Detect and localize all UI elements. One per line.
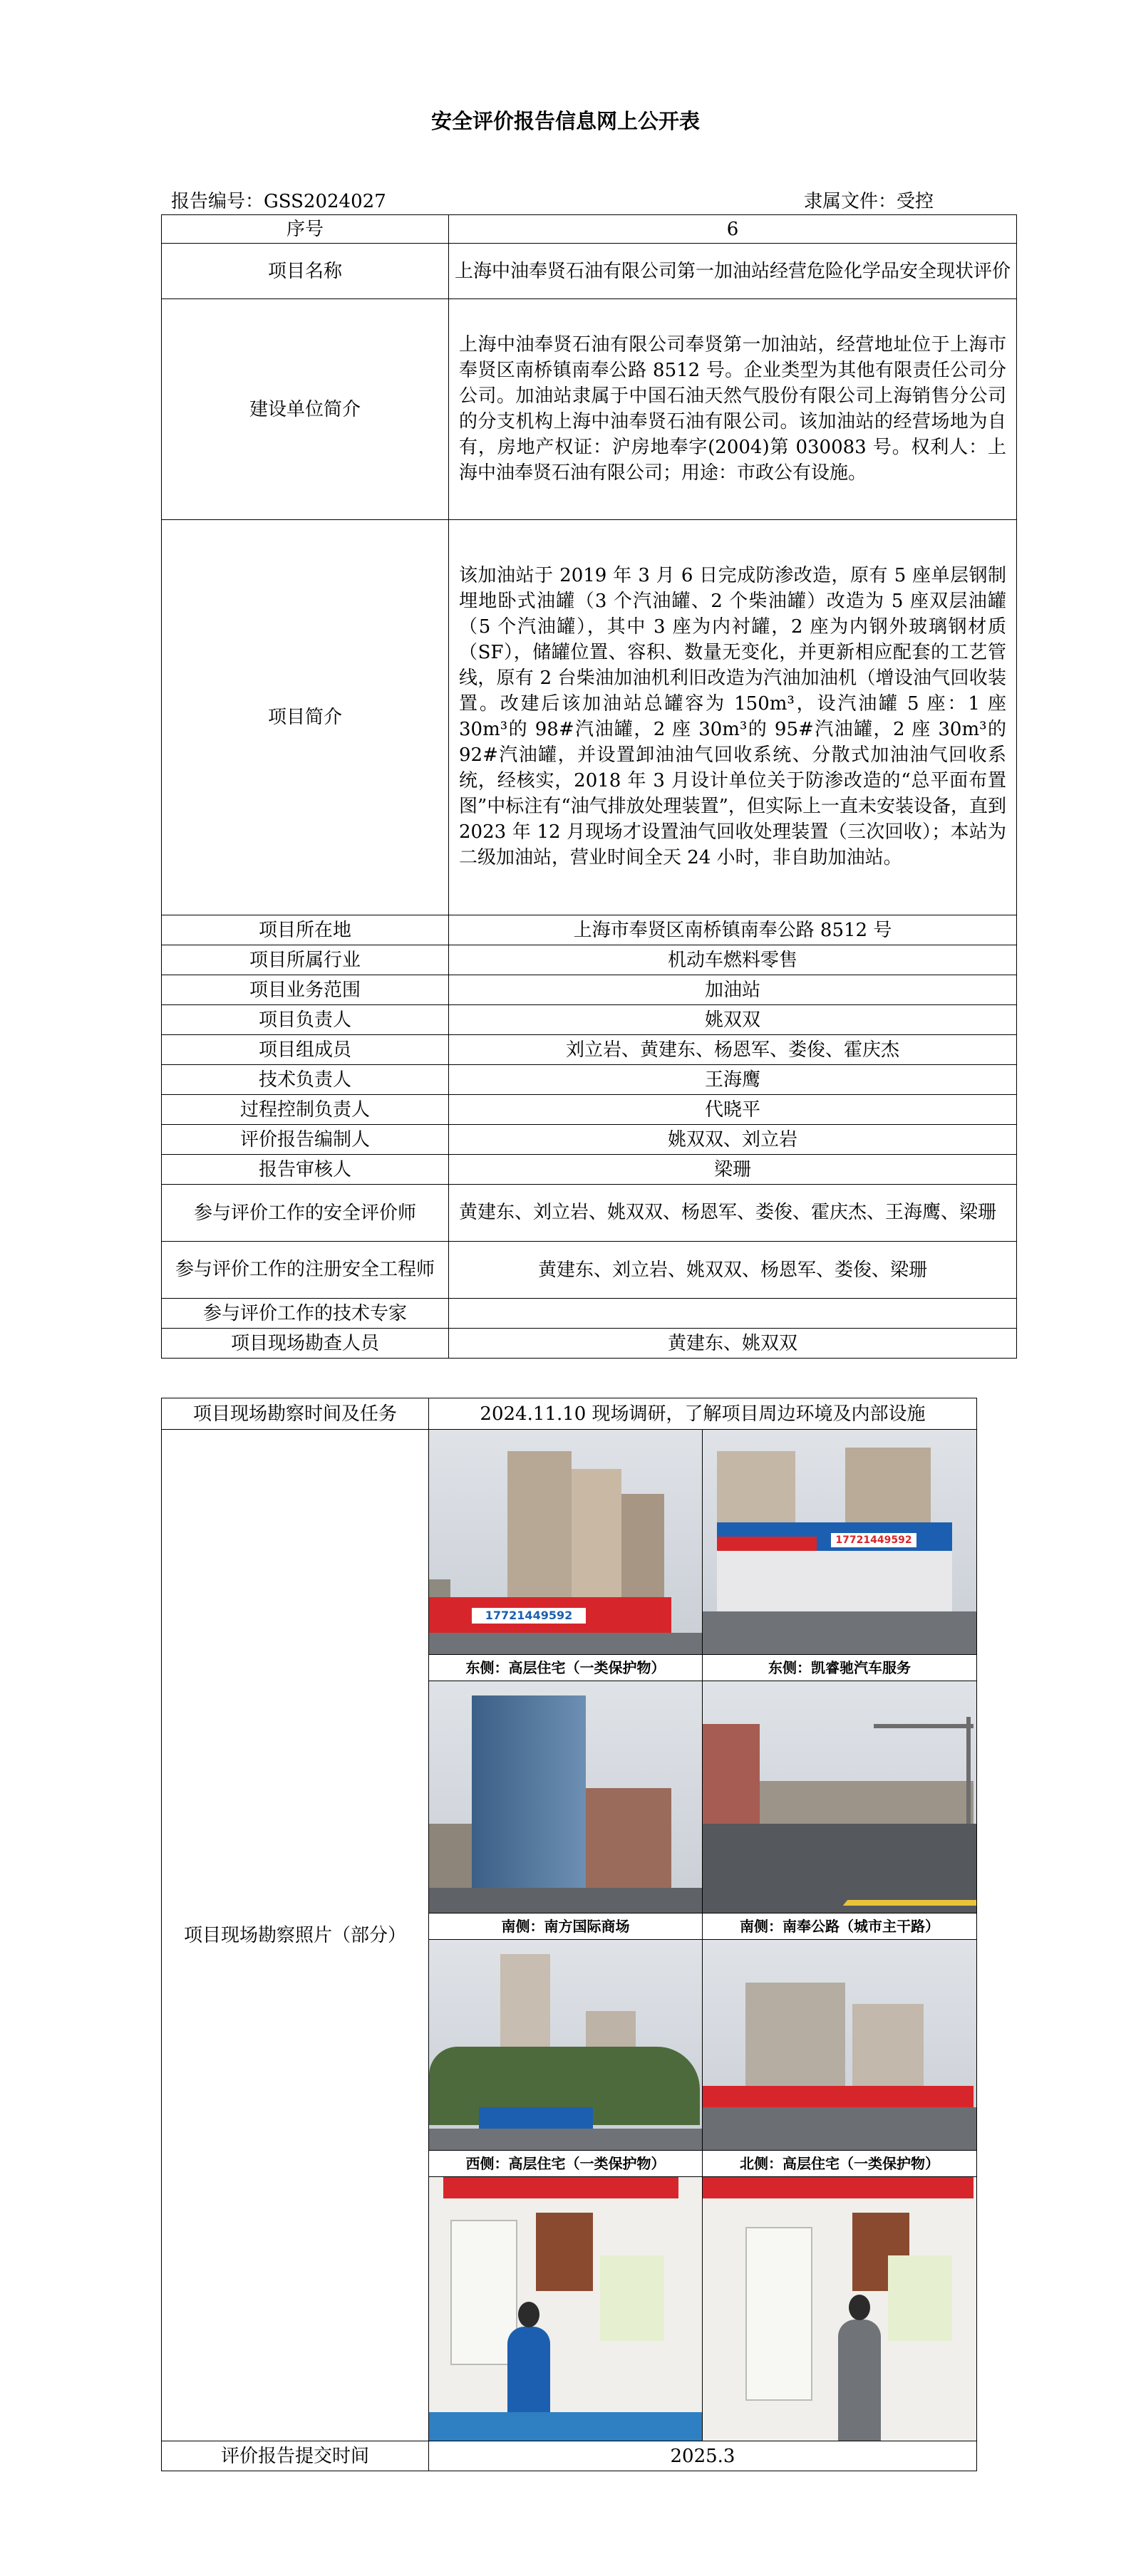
row-label: 参与评价工作的安全评价师 — [162, 1185, 449, 1242]
photo-cell — [703, 1430, 976, 1681]
row-label: 项目简介 — [162, 520, 449, 915]
photo-grid — [429, 1430, 976, 2441]
table-row — [162, 1065, 1017, 1095]
row-label: 项目组成员 — [162, 1035, 449, 1065]
table-row — [162, 945, 1017, 975]
photo-cell — [703, 1681, 976, 1940]
row-value: 该加油站于 2019 年 3 月 6 日完成防渗改造，原有 5 座单层钢制埋地卧式油罐（3 个汽油罐、2 个柴油罐）改造为 5 座双层油罐（5 个汽油罐），其中 3 座为内衬罐，2 座为内钢外玻璃钢材质（SF），储罐位置、容积、数量无变化，并更新相应配套的工艺管线，原有 2 台柴油加油机利旧改造为汽油加油机（增设油气回收装置。改建后该加油站总罐容为 150m³，设汽油罐 5 座：1 座 30m³的 98#汽油罐，2 座 30m³的 95#汽油罐，2 座 30m³的 92#汽油罐，并设置卸油油气回收系统、分散式加油油气回收系统，经核实，2018 年 3 月设计单位关于防渗改造的“总平面布置图”中标注有“油气排放处理装置”，但实际上一直未安装设备，直到 2023 年 12 月现场才设置油气回收处理装置（三次回收）；本站为二级加油站，营业时间全天 24 小时，非自助加油站。 — [449, 520, 1017, 915]
photo-caption: 东侧：凯睿驰汽车服务 — [703, 1654, 976, 1681]
row-value: 刘立岩、黄建东、杨恩军、娄俊、霍庆杰 — [449, 1035, 1017, 1065]
photo-caption: 西侧：高层住宅（一类保护物） — [429, 2150, 702, 2176]
info-table — [161, 214, 1017, 1359]
row-value: 黄建东、姚双双 — [449, 1329, 1017, 1359]
row-label: 项目现场勘查人员 — [162, 1329, 449, 1359]
photo-caption: 南侧：南奉公路（城市主干路） — [703, 1913, 976, 1939]
row-label: 项目现场勘察时间及任务 — [162, 1398, 429, 1430]
photo-west-residential — [429, 1940, 702, 2150]
row-label: 项目名称 — [162, 244, 449, 299]
photo-staff-onsite-1 — [429, 2177, 702, 2441]
photo-staff-onsite-2 — [703, 2177, 976, 2441]
row-label: 过程控制负责人 — [162, 1095, 449, 1125]
photo-cell — [429, 1940, 703, 2177]
row-value — [449, 1299, 1017, 1329]
photo-cell — [429, 1681, 703, 1940]
report-meta — [171, 187, 934, 213]
photo-cell — [703, 2177, 976, 2441]
photo-grid-cell — [429, 1430, 977, 2441]
table-row — [162, 299, 1017, 520]
row-label: 技术负责人 — [162, 1065, 449, 1095]
photo-south-road — [703, 1681, 976, 1913]
row-value: 加油站 — [449, 975, 1017, 1005]
row-label: 项目负责人 — [162, 1005, 449, 1035]
photo-north-residential — [703, 1940, 976, 2150]
table-row — [162, 215, 1017, 244]
row-label: 建设单位简介 — [162, 299, 449, 520]
table-row — [162, 1035, 1017, 1065]
row-value: 上海中油奉贤石油有限公司第一加油站经营危险化学品安全现状评价 — [449, 244, 1017, 299]
survey-table — [161, 1398, 977, 2471]
row-label: 参与评价工作的注册安全工程师 — [162, 1242, 449, 1299]
table-row — [162, 244, 1017, 299]
table-row — [162, 1329, 1017, 1359]
row-value: 王海鹰 — [449, 1065, 1017, 1095]
table-row — [162, 1242, 1017, 1299]
row-label: 报告审核人 — [162, 1155, 449, 1185]
table-row — [162, 1185, 1017, 1242]
row-value: 上海中油奉贤石油有限公司奉贤第一加油站，经营地址位于上海市奉贤区南桥镇南奉公路 8512 号。企业类型为其他有限责任公司分公司。加油站隶属于中国石油天然气股份有限公司上海销售分公司的分支机构上海中油奉贤石油有限公司。该加油站的经营场地为自有，房地产权证：沪房地奉字(2004)第 030083 号。权利人：上海中油奉贤石油有限公司；用途：市政公有设施。 — [449, 299, 1017, 520]
row-value: 2025.3 — [429, 2441, 977, 2471]
table-row — [162, 1095, 1017, 1125]
photo-south-mall — [429, 1681, 702, 1913]
row-label: 序号 — [162, 215, 449, 244]
row-value: 2024.11.10 现场调研，了解项目周边环境及内部设施 — [429, 1398, 977, 1430]
row-label: 项目所在地 — [162, 915, 449, 945]
table-row — [162, 1005, 1017, 1035]
row-value: 代晓平 — [449, 1095, 1017, 1125]
table-row — [162, 1430, 977, 2441]
table-row — [162, 975, 1017, 1005]
photo-east-residential: 17721449592 — [429, 1430, 702, 1654]
row-value: 梁珊 — [449, 1155, 1017, 1185]
table-row — [162, 520, 1017, 915]
table-row — [162, 915, 1017, 945]
photo-cell — [429, 1430, 703, 1681]
row-value: 黄建东、刘立岩、姚双双、杨恩军、娄俊、梁珊 — [449, 1242, 1017, 1299]
document-control: 隶属文件：受控 — [803, 191, 934, 212]
row-label: 项目业务范围 — [162, 975, 449, 1005]
row-label: 项目现场勘察照片（部分） — [162, 1430, 429, 2441]
report-number: 报告编号：GSS2024027 — [171, 191, 386, 212]
photo-caption: 北侧：高层住宅（一类保护物） — [703, 2150, 976, 2176]
table-row — [162, 2441, 977, 2471]
page-title: 安全评价报告信息网上公开表 — [430, 109, 700, 133]
row-value: 6 — [449, 215, 1017, 244]
photo-cell — [429, 2177, 703, 2441]
row-value: 姚双双、刘立岩 — [449, 1125, 1017, 1155]
table-row — [162, 1299, 1017, 1329]
table-row — [162, 1125, 1017, 1155]
row-label: 项目所属行业 — [162, 945, 449, 975]
table-row — [162, 1155, 1017, 1185]
row-value: 姚双双 — [449, 1005, 1017, 1035]
photo-east-car-service: 17721449592 — [703, 1430, 976, 1654]
photo-cell — [703, 1940, 976, 2177]
row-label: 参与评价工作的技术专家 — [162, 1299, 449, 1329]
photo-caption: 南侧：南方国际商场 — [429, 1913, 702, 1939]
row-value: 机动车燃料零售 — [449, 945, 1017, 975]
row-value: 上海市奉贤区南桥镇南奉公路 8512 号 — [449, 915, 1017, 945]
photo-caption: 东侧：高层住宅（一类保护物） — [429, 1654, 702, 1681]
row-value: 黄建东、刘立岩、姚双双、杨恩军、娄俊、霍庆杰、王海鹰、梁珊 — [449, 1185, 1017, 1242]
row-label: 评价报告提交时间 — [162, 2441, 429, 2471]
table-row — [162, 1398, 977, 1430]
row-label: 评价报告编制人 — [162, 1125, 449, 1155]
